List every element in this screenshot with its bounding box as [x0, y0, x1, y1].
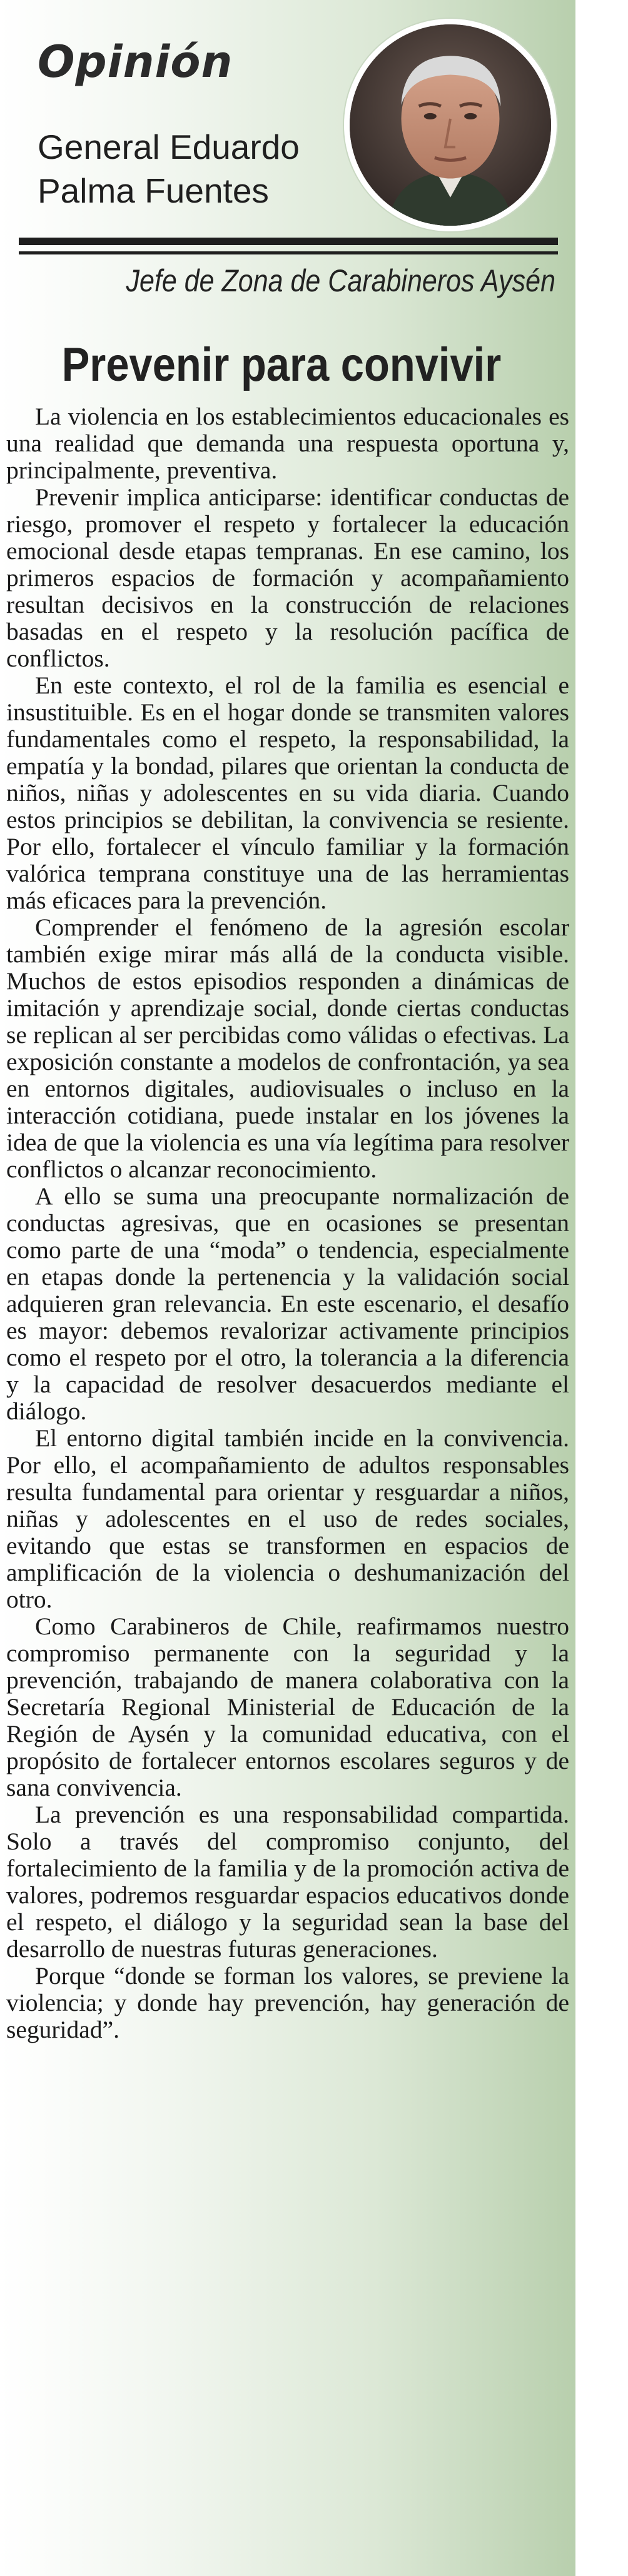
article-paragraph: Prevenir implica anticiparse: identificar conductas de riesgo, promover el respeto y fortalecer la educación emocional desde etapas tempranas. En ese camino, los primeros espacios de formación y acompañamiento resultan decisivos en la construcción de relaciones basadas en el respeto y la resolución pacífica de conflictos.	[6, 483, 569, 672]
section-title: Opinión	[38, 36, 233, 88]
article-body	[6, 403, 569, 2043]
author-name	[38, 125, 300, 213]
author-name-line2: Palma Fuentes	[38, 171, 269, 210]
author-portrait	[350, 24, 551, 226]
author-role: Jefe de Zona de Carabineros Aysén	[126, 263, 556, 298]
article-paragraph: En este contexto, el rol de la familia es esencial e insustituible. Es en el hogar donde se transmiten valores fundamentales como el respeto, la responsabilidad, la empatía y la bondad, pilares que orientan la conducta de niños, niñas y adolescentes en su vida diaria. Cuando estos principios se debilitan, la convivencia se resiente. Por ello, fortalecer el vínculo familiar y la formación valórica temprana constituye una de las herramientas más eficaces para la prevención.	[6, 672, 569, 914]
page-margin	[575, 0, 628, 2576]
author-name-line1: General Eduardo	[38, 128, 300, 166]
article-paragraph: El entorno digital también incide en la convivencia. Por ello, el acompañamiento de adultos responsables resulta fundamental para orientar y resguardar a niños, niñas y adolescentes en el uso de redes sociales, evitando que estas se transformen en espacios de amplificación de la violencia o deshumanización del otro.	[6, 1424, 569, 1613]
article-paragraph: Comprender el fenómeno de la agresión escolar también exige mirar más allá de la conducta visible. Muchos de estos episodios responden a dinámicas de imitación y aprendizaje social, donde ciertas conductas se replican al ser percibidas como válidas o efectivas. La exposición constante a modelos de confrontación, ya sea en entornos digitales, audiovisuales o incluso en la interacción cotidiana, puede instalar en los jóvenes la idea de que la violencia es una vía legítima para resolver conflictos o alcanzar reconocimiento.	[6, 913, 569, 1183]
article-paragraph: La prevención es una responsabilidad compartida. Solo a través del compromiso conjunto, del fortalecimiento de la familia y de la promoción activa de valores, podremos resguardar espacios educativos donde el respeto, el diálogo y la seguridad sean la base del desarrollo de nuestras futuras generaciones.	[6, 1801, 569, 1963]
article-paragraph: Porque “donde se forman los valores, se previene la violencia; y donde hay prevención, hay generación de seguridad”.	[6, 1962, 569, 2043]
article-paragraph: La violencia en los establecimientos educacionales es una realidad que demanda una respuesta oportuna y, principalmente, preventiva.	[6, 403, 569, 484]
author-photo	[344, 19, 557, 231]
article-paragraph: Como Carabineros de Chile, reafirmamos nuestro compromiso permanente con la seguridad y la prevención, trabajando de manera colaborativa con la Secretaría Regional Ministerial de Educación de la Región de Aysén y la comunidad educativa, con el propósito de fortalecer entornos escolares seguros y de sana convivencia.	[6, 1613, 569, 1801]
header-rule-thin	[19, 251, 558, 254]
article-paragraph: A ello se suma una preocupante normalización de conductas agresivas, que en ocasiones se presentan como parte de una “moda” o tendencia, especialmente en etapas donde la pertenencia y la validación social adquieren gran relevancia. En este escenario, el desafío es mayor: debemos revalorizar activamente principios como el respeto por el otro, la tolerancia a la diferencia y la capacidad de resolver desacuerdos mediante el diálogo.	[6, 1182, 569, 1425]
header-rule-thick	[19, 238, 558, 245]
article-headline: Prevenir para convivir	[61, 338, 502, 391]
